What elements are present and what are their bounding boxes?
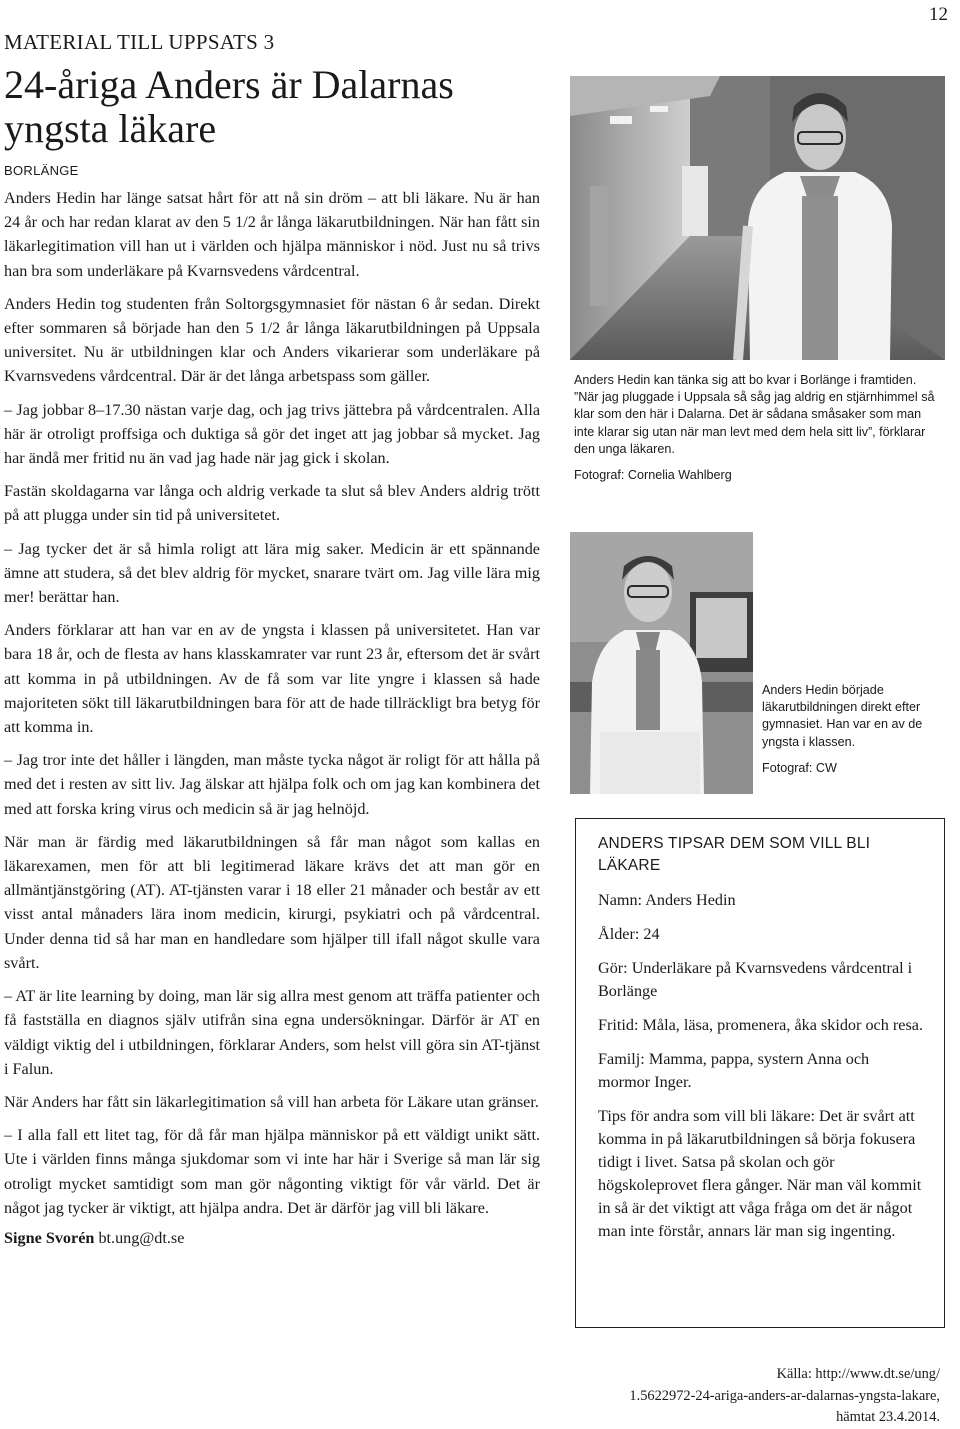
fact-item: Gör: Underläkare på Kvarnsvedens vårdcentral i Borlänge bbox=[598, 959, 913, 1000]
photo-corridor-illustration bbox=[570, 76, 945, 360]
fact-item: Fritid: Måla, läsa, promenera, åka skidor och resa. bbox=[598, 1016, 923, 1034]
photo-caption-corridor bbox=[574, 372, 944, 493]
paragraph: Anders förklarar att han var en av de yngsta i klassen på universitetet. Han var bara 18 år, och de flesta av hans klasskamrater var runt 23 år, eftersom det är svårt att komma in på utbildningen. Av de få som var lite yngre i klassen så hade majoriteten sökt till läkarutbildningen bara för att de hade tillräckligt bra betyg för att komma in. bbox=[4, 621, 540, 737]
photo-credit: Fotograf: CW bbox=[762, 760, 837, 775]
fact-item: Tips för andra som vill bli läkare: Det är svårt att komma in på läkarutbildningen så börja fokusera tidigt i livet. Satsa på skolan och gör högskoleprovet flera gånger. När man väl kommit in så är det viktigt att våga fråga om det är något man inte förstår, annars lär man sig ingenting. bbox=[598, 1107, 922, 1240]
paragraph: Anders Hedin har länge satsat hårt för att nå sin dröm – att bli läkare. Nu är han 24 år och har redan klarat av den 5 1/2 år långa läkarutbildningen. När han fått sin läkarlegitimation vill han ut i världen och hjälpa människor i nöd. Just nu så trivs han bra som underläkare på Kvarnsvedens vårdcentral. bbox=[4, 189, 540, 280]
paragraph: – Jag tror inte det håller i längden, man måste tycka något är roligt för att hålla på med det i resten av sitt liv. Jag älskar att hjälpa folk och om jag kan kombinera det med att forska kring virus och medicin så är jag helnöjd. bbox=[4, 751, 540, 818]
byline bbox=[4, 1229, 540, 1248]
article-column bbox=[4, 30, 540, 1248]
paragraph: När man är färdig med läkarutbildningen så får man något som kallas en läkarexamen, men för att bli legitimerad läkare krävs det att man gör en allmäntjänstgöring (AT). AT-tjänsten varar i 18 eller 21 månader och består av ett visst antal månaders lära inom medicin, kirurgi, psykiatri och på vårdcentral. Under denna tid så har man en handledare som hjälper till ifall något skulle vara svårt. bbox=[4, 832, 540, 972]
dateline: BORLÄNGE bbox=[4, 163, 79, 178]
byline-email: bt.ung@dt.se bbox=[98, 1228, 185, 1247]
source-line: Källa: http://www.dt.se/ung/ bbox=[776, 1366, 940, 1382]
byline-author: Signe Svorén bbox=[4, 1228, 95, 1247]
paragraph: När Anders har fått sin läkarlegitimation så vill han arbeta för Läkare utan gränser. bbox=[4, 1092, 539, 1111]
paragraph: – I alla fall ett litet tag, för då får man hjälpa människor på ett väldigt unikt sätt. Ute i världen finns många sjukdomar som vi inte har här i Sverige så man lär sig otroligt mycket samtidigt som man gör någonting viktigt för vår värld. Det är något jag tycker är viktigt, att hjälpa andra. Det är därför jag vill bli läkare. bbox=[4, 1126, 540, 1217]
paragraph: Anders Hedin tog studenten från Soltorgsgymnasiet för nästan 6 år sedan. Direkt efter sommaren så började han den 5 1/2 år långa läkarutbildningen på Uppsala universitet. Nu är utbildningen klar och Anders vikarierar som underläkare på Kvarnsvedens vårdcentral. Där är det långa arbetspass som gäller. bbox=[4, 294, 540, 386]
kicker: MATERIAL TILL UPPSATS 3 bbox=[4, 30, 275, 54]
fact-item: Familj: Mamma, pappa, systern Anna och mormor Inger. bbox=[598, 1050, 870, 1091]
photo-office-illustration bbox=[570, 532, 753, 794]
caption-text: Anders Hedin kan tänka sig att bo kvar i Borlänge i framtiden. ”När jag pluggade i Uppsala så såg jag aldrig en stjärnhimmel så klar som den här i Dalarna. Det är sådana småsaker som man inte klarar sig utan när man levt med dem hela sitt liv”, förklarar den unga läkaren. bbox=[574, 373, 935, 456]
source-url: 1.5622972-24-ariga-anders-ar-dalarnas-yngsta-lakare, bbox=[629, 1387, 940, 1404]
paragraph: – Jag tycker det är så himla roligt att lära mig saker. Medicin är ett spännande ämne att studera, så det blev aldrig för mycket, snarare tvärt om. Jag ville lära mig mer! berättar han. bbox=[4, 539, 540, 607]
photo-credit: Fotograf: Cornelia Wahlberg bbox=[574, 468, 732, 483]
photo-office bbox=[570, 532, 753, 794]
paragraph: Fastän skoldagarna var långa och aldrig verkade ta slut så blev Anders aldrig trött på att plugga under sin tid på universitetet. bbox=[4, 482, 540, 525]
photo-caption-office bbox=[762, 682, 952, 786]
page-number: 12 bbox=[929, 4, 948, 25]
paragraph: – Jag jobbar 8–17.30 nästan varje dag, och jag trivs jättebra på vårdcentralen. Alla här är otroligt proffsiga och duktiga så gör det inget att jag jobbar så mycket. Jag har ändå mer fritid nu än vad jag hade när jag gick i skolan. bbox=[4, 400, 540, 468]
fact-box bbox=[575, 818, 945, 1328]
caption-text: Anders Hedin började läkarutbildningen direkt efter gymnasiet. Han var en av de yngsta i klassen. bbox=[762, 683, 923, 749]
source-date: hämtat 23.4.2014. bbox=[836, 1409, 940, 1425]
fact-item: Namn: Anders Hedin bbox=[598, 891, 736, 909]
fact-box-title: ANDERS TIPSAR DEM SOM VILL BLI LÄKARE bbox=[598, 835, 871, 874]
paragraph: – AT är lite learning by doing, man lär sig allra mest genom att träffa patienter och få fastställa en diagnos själv utifrån sina egna undersökningar. Därför är AT en väldigt viktig del i utbildningen, förklarar Anders, som helst vill göra sin AT-tjänst i Falun. bbox=[4, 987, 540, 1078]
source-note bbox=[629, 1364, 940, 1429]
headline: 24-åriga Anders är Dalarnas yngsta läkare bbox=[4, 62, 454, 151]
fact-item: Ålder: 24 bbox=[598, 925, 660, 943]
photo-corridor bbox=[570, 76, 945, 360]
